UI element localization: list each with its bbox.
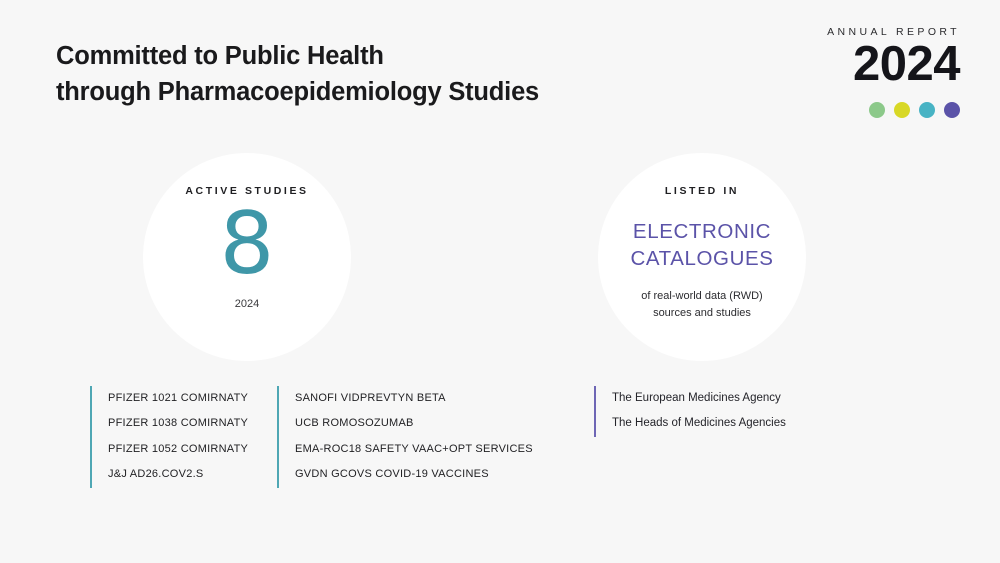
list-item: EMA-ROC18 SAFETY VAAC+OPT SERVICES	[295, 442, 533, 455]
list-item: PFIZER 1038 COMIRNATY	[108, 417, 249, 430]
active-studies-value: 8	[219, 194, 275, 294]
list-item: UCB ROMOSOZUMAB	[295, 417, 414, 430]
annual-report-kicker: ANNUAL REPORT	[827, 26, 960, 38]
listed-in-kicker: LISTED IN	[664, 185, 740, 197]
page-title	[56, 38, 539, 110]
dot-purple-icon	[944, 102, 960, 118]
study-list-pfizer	[90, 386, 248, 488]
title-line-1: Committed to Public Health	[56, 42, 384, 70]
listed-in-subtitle	[641, 288, 762, 321]
study-list-other	[277, 386, 533, 488]
listed-in-subtitle-line-1: of real-world data (RWD)	[641, 290, 763, 303]
dot-green-icon	[869, 102, 885, 118]
dot-row	[827, 102, 960, 118]
annual-report-year: 2024	[852, 37, 960, 91]
active-studies-kicker: ACTIVE STUDIES	[185, 185, 309, 197]
title-line-2: through Pharmacoepidemiology Studies	[56, 78, 540, 107]
list-item: J&J AD26.COV2.S	[108, 468, 204, 481]
dot-teal-icon	[919, 102, 935, 118]
active-studies-year: 2024	[234, 298, 260, 311]
listed-in-title	[630, 219, 773, 272]
listed-in-subtitle-line-2: sources and studies	[653, 306, 751, 319]
listed-in-circle	[598, 153, 806, 361]
listed-in-title-line-2: CATALOGUES	[630, 246, 774, 270]
dot-yellow-icon	[894, 102, 910, 118]
list-item: PFIZER 1052 COMIRNATY	[108, 442, 249, 455]
list-item: PFIZER 1021 COMIRNATY	[108, 392, 249, 404]
agency-list	[594, 386, 786, 437]
annual-report-block	[827, 26, 960, 118]
list-item: GVDN GCOVS COVID-19 VACCINES	[295, 468, 489, 481]
list-item: SANOFI VIDPREVTYN BETA	[295, 392, 446, 404]
active-studies-circle	[143, 153, 351, 361]
list-item: The European Medicines Agency	[612, 392, 781, 404]
list-item: The Heads of Medicines Agencies	[612, 417, 786, 430]
listed-in-title-line-1: ELECTRONIC	[632, 220, 772, 243]
